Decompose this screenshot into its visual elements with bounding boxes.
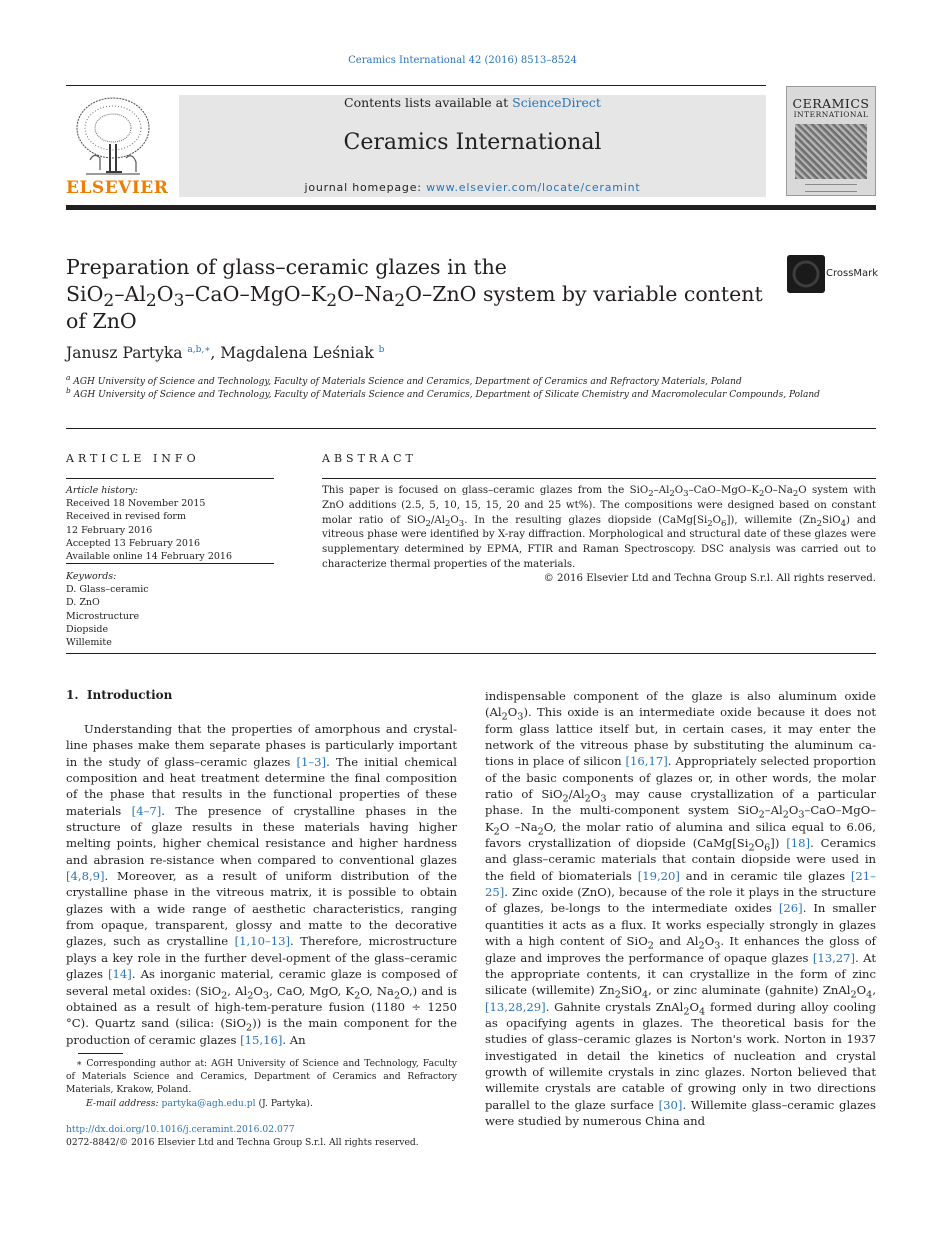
crossmark-label[interactable]: CrossMark xyxy=(826,268,879,279)
keyword: Willemite xyxy=(66,637,112,649)
citation-link[interactable]: [4,8,9] xyxy=(66,869,105,884)
history-item: 12 February 2016 xyxy=(66,524,153,536)
citation-link[interactable]: [16,17] xyxy=(625,754,668,769)
affiliation-mark: b xyxy=(66,386,71,395)
header-rule xyxy=(66,85,766,86)
author-name[interactable]: Janusz Partyka xyxy=(66,344,183,362)
citation-link[interactable]: [1–3] xyxy=(296,754,327,769)
author-separator: , xyxy=(210,344,221,362)
sciencedirect-link[interactable]: ScienceDirect xyxy=(512,95,601,110)
article-info-rule xyxy=(66,478,274,479)
issn-line: 0272-8842/© 2016 Elsevier Ltd and Techna Group S.r.l. All rights reserved. xyxy=(66,1137,419,1148)
contents-prefix: Contents lists available at xyxy=(344,95,513,110)
abstract-copyright: © 2016 Elsevier Ltd and Techna Group S.r.l. All rights reserved. xyxy=(543,573,876,584)
keyword: D. ZnO xyxy=(66,597,100,609)
author-affiliation-mark[interactable]: b xyxy=(378,344,385,355)
abstract-text: This paper is focused on glass–ceramic glazes from the $SiO_2-Al_2O_3-CaO-MgO-K_2O-Na_2O$ system with ZnO additions (2.5, 5, 10, 15, 15, 20 and 25 wt%). The compositions were designed based on constant molar ratio of $SiO_2/Al_2O_3$. In the resulting glazes diopside $(CaMg[Si_2O_6])$, willemite $(Zn_2SiO_4)$ and vitreous phase were identified by X-ray diffraction. Morphological and structural date of these glazes were supplementary determined by EPMA, FTIR and Raman Spectroscopy. DSC analysis was carried out to characterize thermal properties of the materials. xyxy=(322,485,876,570)
homepage-prefix: journal homepage: xyxy=(304,181,427,194)
keywords-rule xyxy=(66,563,274,564)
introduction-paragraph-1: Understanding that the properties of amorphous and crystal-line phases make them separate phases is particularly important in the study of glass–ceramic glazes [1–3]. The initial chemical composition and heat treatment determine the final composition of the phase that results in the functional properties of these materials [4–7]. The presence of crystalline phases in the structure of glaze results in these materials having higher melting points, higher chemical resistance and higher hardness and abrasion re-sistance when compared to conventional glazes [4,8,9]. Moreover, as a result of uniform distribution of the crystalline phase in the vitreous matrix, it is possible to obtain glazes with a wide range of aesthetic characteristics, ranging from opaque, transparent, glossy and matte to the decorative glazes, such as crystalline [1,10–13]. Therefore, microstructure plays a key role in the further devel-opment of the glass–ceramic glazes [14]. As inorganic material, ceramic glaze is composed of several metal oxides: (SiO$_2$, $Al_2O_3$, CaO, MgO, $K_2O$, $Na_2O$,) and is obtained as a result of high-tem-perature fusion (1180 ÷ 1250 °C). Quartz sand (silica: (SiO$_2$)) is the main component for the production of ceramic glazes [15,16]. An xyxy=(66,722,458,1047)
heading-number: 1. xyxy=(66,688,79,702)
keyword: Microstructure xyxy=(66,610,140,622)
history-item: Received in revised form xyxy=(66,511,186,523)
author-affiliation-mark[interactable]: a,b,∗ xyxy=(187,344,211,355)
citation-link[interactable]: [4–7] xyxy=(131,803,162,818)
author-name[interactable]: Magdalena Leśniak xyxy=(220,344,374,362)
email-link[interactable]: partyka@agh.edu.pl xyxy=(161,1097,256,1109)
title-line-3: of ZnO xyxy=(66,309,137,333)
history-item: Accepted 13 February 2016 xyxy=(66,537,201,549)
title-line-1: Preparation of glass–ceramic glazes in the xyxy=(66,255,507,279)
abstract-rule xyxy=(322,478,876,479)
introduction-paragraph-2: indispensable component of the glaze is also aluminum oxide $(Al_2O_3)$. This oxide is an intermediate oxide because it does not form glass lattice itself but, in certain cases, it may enter the network of the vitreous phase by substituting the aluminum ca-tions in place of silicon [16,17]. Appropriately selected proportion of the basic components of glazes or, in other words, the molar ratio of $SiO_2/Al_2O_3$ may cause crystallization of a particular phase. In the multi-component system $SiO_2-Al_2O_3-CaO-MgO-K_2O$ $-Na_2O$, the molar ratio of alumina and silica equal to 6.06, favors crystallization of diopside $(CaMg[Si_2O_6])$ [18]. Ceramics and glass–ceramic materials that contain diopside were used in the field of biomaterials [19,20] and in ceramic tile glazes [21–25]. Zinc oxide (ZnO), because of the role it plays in the structure of glazes, be-longs to the intermediate oxides [26]. In smaller quantities it acts as a flux. It works especially strongly in glazes with a high content of SiO$_2$ and $Al_2O_3$. It enhances the gloss of glaze and improves the performance of opaque glazes [13,27]. At the appropriate contents, it can crystallize in the form of zinc silicate (willemite) $Zn_2SiO_4$, or zinc aluminate (gahnite) $ZnAl_2O_4$, [13,28,29]. Gahnite crystals $ZnAl_2O_4$ formed during alloy cooling as opacifying agents in glazes. The theoretical basis for the studies of glass–ceramic glazes is Norton's work. Norton in 1937 investigated in detail the kinetics of nucleation and crystal growth of willemite crystals in zinc glazes. Norton believed that willemite crystals are catable of growing only in two directions parallel to the glaze surface [30]. Willemite glass–ceramic glazes were studied by numerous China and xyxy=(485,689,877,1128)
keyword: D. Glass–ceramic xyxy=(66,584,149,596)
citation-link[interactable]: [26] xyxy=(778,901,803,916)
footnote-rule xyxy=(78,1053,123,1054)
cover-title: CERAMICS xyxy=(792,96,870,111)
history-item: Available online 14 February 2016 xyxy=(66,551,232,563)
cover-subtitle: INTERNATIONAL xyxy=(793,110,869,119)
history-label: Article history: xyxy=(66,485,138,496)
elsevier-wordmark: ELSEVIER xyxy=(66,178,169,198)
citation-link[interactable]: [30] xyxy=(658,1097,683,1112)
cover-micrograph xyxy=(795,124,867,179)
title-line-2: $SiO_2-Al_2O_3-CaO-MgO-K_2O-Na_2O$–ZnO system by variable content xyxy=(66,282,763,312)
doi-link[interactable]: http://dx.doi.org/10.1016/j.ceramint.2016.02.077 xyxy=(66,1124,295,1135)
journal-name: Ceramics International xyxy=(343,130,602,155)
citation-link[interactable]: [13,28,29] xyxy=(485,999,546,1014)
citation-link[interactable]: [13,27] xyxy=(812,950,856,965)
email-label: E-mail address: xyxy=(86,1097,162,1109)
heading-text: Introduction xyxy=(86,688,173,702)
email-suffix: (J. Partyka). xyxy=(255,1097,313,1109)
keywords-label: Keywords: xyxy=(66,571,117,582)
affiliation-text: AGH University of Science and Technology, Faculty of Materials Science and Ceramics, Department of Ceramics and Refractory Materials, Poland xyxy=(73,377,742,387)
citation-link[interactable]: [21–25] xyxy=(485,868,876,900)
contents-line xyxy=(179,95,766,110)
journal-citation[interactable]: Ceramics International 42 (2016) 8513–8524 xyxy=(348,55,577,66)
keyword: Diopside xyxy=(66,623,109,635)
citation-link[interactable]: [15,16] xyxy=(240,1032,283,1047)
citation-link[interactable]: [18] xyxy=(786,836,811,851)
citation-link[interactable]: [19,20] xyxy=(637,868,680,883)
header-thick-rule xyxy=(66,205,876,210)
crossmark-icon[interactable] xyxy=(787,255,825,293)
keywords xyxy=(66,570,274,649)
citation-link[interactable]: [14] xyxy=(108,967,132,982)
affiliation-mark: a xyxy=(66,373,71,382)
article-title xyxy=(66,254,766,335)
body-rule xyxy=(66,653,876,654)
article-info-heading: ARTICLE INFO xyxy=(66,452,200,465)
affiliation-text: AGH University of Science and Technology, Faculty of Materials Science and Ceramics, Department of Silicate Chemistry and Macromolecular Compounds, Poland xyxy=(73,390,820,400)
homepage-link[interactable]: www.elsevier.com/locate/ceramint xyxy=(426,181,641,194)
journal-homepage xyxy=(179,181,766,194)
introduction-heading xyxy=(66,688,172,702)
abstract-heading: ABSTRACT xyxy=(322,452,417,465)
section-rule xyxy=(66,428,876,429)
affiliation-a xyxy=(66,373,876,389)
email-line xyxy=(66,1097,457,1110)
corresponding-text: ∗ Corresponding author at: AGH University of Science and Technology, Faculty of Materials Science and Ceramics, Department of Ceramics and Refractory Materials, Krakow, Poland. xyxy=(66,1058,457,1096)
corresponding-author-footnote xyxy=(66,1057,457,1110)
author-list xyxy=(66,344,384,362)
history-item: Received 18 November 2015 xyxy=(66,498,206,510)
cover-lines xyxy=(805,184,857,192)
article-history xyxy=(66,484,274,563)
affiliation-b xyxy=(66,386,876,402)
citation-link[interactable]: [1,10–13] xyxy=(234,934,291,949)
